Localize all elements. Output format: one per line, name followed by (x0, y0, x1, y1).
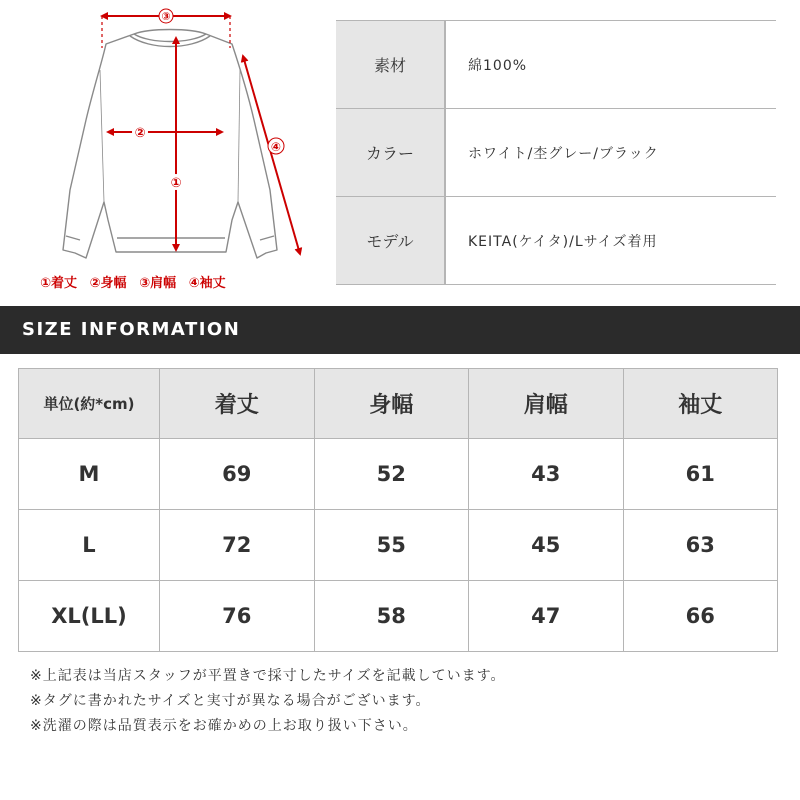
size-table (18, 368, 778, 652)
table-cell: 58 (314, 581, 469, 652)
table-row (19, 510, 778, 581)
table-cell: 63 (623, 510, 778, 581)
shirt-measurement-diagram (0, 0, 330, 300)
spec-value: KEITA(ケイタ)/Lサイズ着用 (445, 197, 776, 285)
header-body-width: 身幅 (314, 369, 469, 439)
note-line: ※上記表は当店スタッフが平置きで採寸したサイズを記載しています。 (30, 668, 506, 684)
spec-row-material (336, 21, 776, 109)
header-unit: 単位(約*cm) (19, 369, 160, 439)
marker-4: ④ (270, 140, 282, 154)
legend-sleeve-length: ④袖丈 (188, 276, 226, 291)
legend-body-width: ②身幅 (89, 276, 127, 291)
size-label: L (19, 510, 160, 581)
header-shoulder-width: 肩幅 (469, 369, 624, 439)
note-line: ※タグに書かれたサイズと実寸が異なる場合がございます。 (30, 693, 431, 709)
note-line: ※洗濯の際は品質表示をお確かめの上お取り扱い下さい。 (30, 718, 418, 734)
measurement-legend (40, 272, 234, 291)
spec-row-model (336, 197, 776, 285)
spec-label: モデル (336, 197, 445, 285)
header-sleeve-length: 袖丈 (623, 369, 778, 439)
table-cell: 43 (469, 439, 624, 510)
size-label: M (19, 439, 160, 510)
table-cell: 47 (469, 581, 624, 652)
table-row (19, 581, 778, 652)
table-cell: 55 (314, 510, 469, 581)
table-cell: 72 (160, 510, 315, 581)
size-information-banner: SIZE INFORMATION (0, 306, 800, 354)
marker-2: ② (134, 126, 146, 141)
table-cell: 61 (623, 439, 778, 510)
spec-value: ホワイト/杢グレー/ブラック (445, 109, 776, 197)
spec-label: 素材 (336, 21, 445, 109)
legend-length: ①着丈 (40, 276, 78, 291)
table-cell: 76 (160, 581, 315, 652)
notes (30, 664, 506, 739)
table-cell: 45 (469, 510, 624, 581)
table-cell: 69 (160, 439, 315, 510)
header-length: 着丈 (160, 369, 315, 439)
spec-row-color (336, 109, 776, 197)
spec-value: 綿100% (445, 21, 776, 109)
size-table-header (19, 369, 778, 439)
table-cell: 66 (623, 581, 778, 652)
size-label: XL(LL) (19, 581, 160, 652)
table-cell: 52 (314, 439, 469, 510)
legend-shoulder-width: ③肩幅 (139, 276, 177, 291)
marker-3: ③ (161, 10, 171, 23)
spec-label: カラー (336, 109, 445, 197)
product-spec-table (336, 20, 776, 285)
marker-1: ① (170, 176, 182, 191)
table-row (19, 439, 778, 510)
